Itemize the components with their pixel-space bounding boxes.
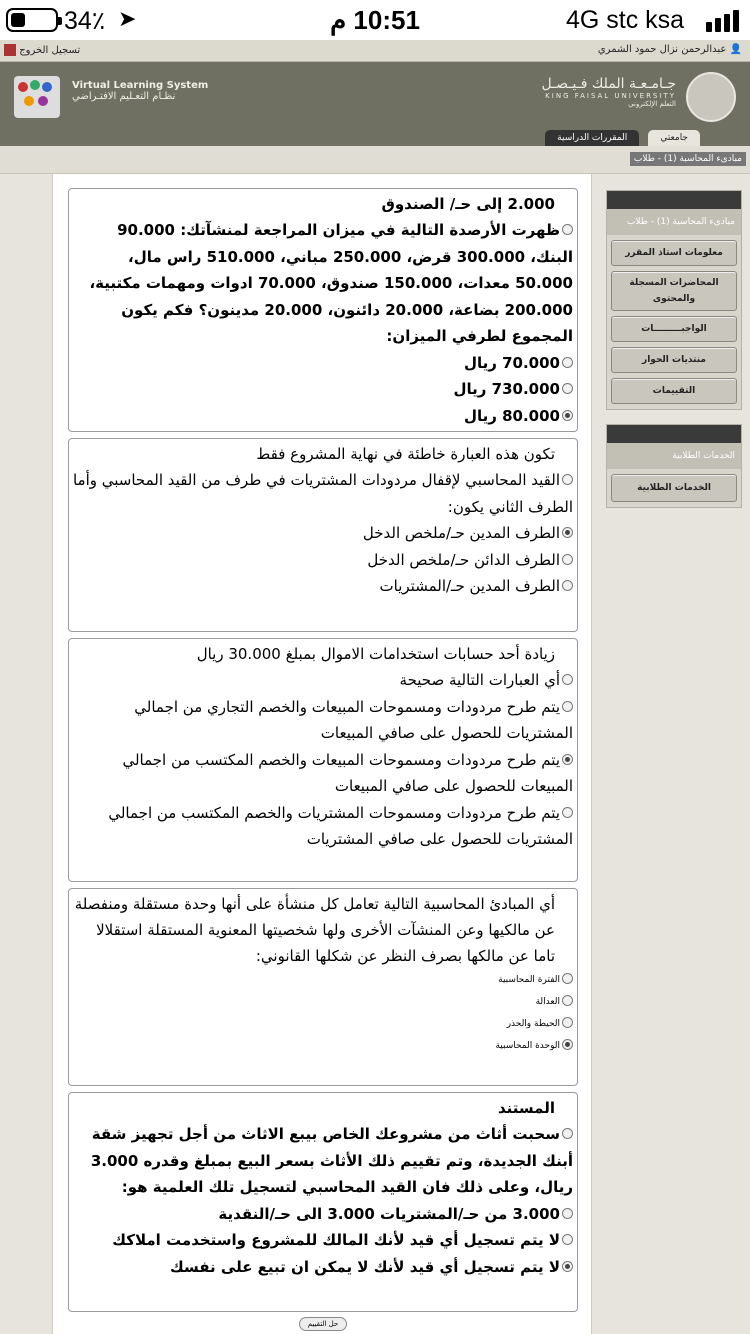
university-sub: التعلم الإلكتروني [628,100,676,108]
sidebar-item-forums[interactable]: منتديات الحوار [611,347,737,373]
user-name-text: عبدالرحمن نزال حمود الشمري [597,44,727,55]
radio-button[interactable] [562,224,573,235]
answer-option[interactable]: الفترة المحاسبية [73,969,573,991]
question-title: أي المبادئ المحاسبية التالية تعامل كل منشأة على أنها وحدة مستقلة ومنفصلة عن مالكيها وعن المنشآت الأخرى ولها شخصيتها المعنوية المستقلة استقلالا تاما عن مالكها بصرف النظر عن شكلها القانوني: [74,895,555,965]
question-stem: أي العبارات التالية صحيحة [73,667,573,694]
university-name-en: KING FAISAL UNIVERSITY [545,92,676,100]
radio-button[interactable] [562,474,573,485]
question-card [68,438,578,632]
radio-button[interactable] [562,383,573,394]
question-title: 2.000 إلى حـ/ الصندوق [381,195,555,213]
answer-option[interactable]: الطرف الدائن حـ/ملخص الدخل [73,547,573,574]
radio-button[interactable] [562,1017,573,1028]
university-name-ar: جـامـعـة الملك فـيـصـل [541,76,676,92]
radio-button[interactable] [562,554,573,565]
university-seal-icon [686,72,736,122]
submit-assessment-button[interactable]: حل التقييم [299,1317,347,1331]
radio-button-selected[interactable] [562,527,573,538]
radio-button-selected[interactable] [562,754,573,765]
site-header [0,62,750,146]
answer-option[interactable]: الطرف المدين حـ/المشتريات [73,573,573,600]
question-title: تكون هذه العبارة خاطئة في نهاية المشروع فقط [256,445,555,463]
sidebar-item-lectures[interactable]: المحاضرات المسجلة والمحتوى [611,271,737,311]
radio-button-selected[interactable] [562,410,573,421]
vls-logo-icon [14,76,60,118]
breadcrumb-bar [0,146,750,174]
radio-button[interactable] [562,973,573,984]
question-card [68,888,578,1086]
user-strip [0,40,750,62]
course-sidebar [606,190,742,522]
sidebar-item-assignments[interactable]: الواجبـــــــــات [611,316,737,342]
vls-title-en: Virtual Learning System [72,80,209,91]
logout-icon [4,44,16,56]
user-icon: 👤 [729,44,742,55]
question-title: زيادة أحد حسابات استخدامات الاموال بمبلغ 30.000 ريال [196,645,555,663]
radio-button[interactable] [562,1208,573,1219]
question-stem: سحبت أثاث من مشروعك الخاص بيبع الاثاث من أجل تجهيز شقة أبنك الجديدة، وتم تقييم ذلك الأثاث بسعر البيع بمبلغ وقدره 3.000 ريال، وعلى ذلك فان القيد المحاسبي لتسجيل تلك العلمية هو: [90,1125,573,1196]
radio-button[interactable] [562,995,573,1006]
question-card [68,188,578,432]
answer-option[interactable]: الطرف المدين حـ/ملخص الدخل [73,520,573,547]
question-card [68,1092,578,1312]
radio-button[interactable] [562,1128,573,1139]
vls-title-ar: نظـام التعـليم الافتـراضي [72,91,176,102]
breadcrumb[interactable]: مبادىء المحاسبة (1) - طلاب [630,152,746,166]
logout-label: تسجيل الخروج [19,45,81,56]
left-gutter [0,174,52,1334]
answer-option[interactable]: لا يتم تسجيل أي قيد لأنك المالك للمشروع واستخدمت املاكك [73,1227,573,1254]
carrier-label: 4G stc ksa [566,6,685,34]
answer-option[interactable]: 80.000 ريال [73,403,573,430]
course-title: مبادىء المحاسبة (1) - طلاب [607,209,741,235]
tab-my-university[interactable]: جامعتي [648,130,700,146]
answer-option[interactable]: يتم طرح مردودات ومسموحات المشتريات والخصم المكتسب من اجمالي المشتريات للحصول على صافي المشتريات [108,803,573,848]
assessment-content [52,174,592,1334]
answer-option[interactable]: 3.000 من حـ/المشتريات 3.000 الى حـ/النقدية [73,1201,573,1228]
course-menu-panel [606,190,742,410]
services-title: الخدمات الطلابية [607,443,741,469]
student-services-panel [606,424,742,508]
answer-option[interactable]: يتم طرح مردودات ومسموحات المبيعات والخصم المكتسب من اجمالي المبيعات للحصول على صافي المبيعات [122,750,573,795]
radio-button[interactable] [562,674,573,685]
answer-option[interactable]: 70.000 ريال [73,350,573,377]
question-stem: ظهرت الأرصدة التالية في ميزان المراجعة لمنشآتك: 90.000 البنك، 300.000 قرض، 250.000 مباني، 510.000 راس مال، 50.000 معدات، 150.000 صندوق، 70.000 ادوات ومهمات مكتبية، 200.000 بضاعة، 20.000 دائنون، 20.000 مدينون؟ فكم يكون المجموع لطرفي الميزان: [89,221,573,345]
radio-button[interactable] [562,357,573,368]
user-name [598,44,742,55]
battery-percent: 34٪ [64,7,106,35]
answer-option[interactable]: يتم طرح مردودات ومسموحات المبيعات والخصم التجاري من اجمالي المشتريات للحصول على صافي المبيعات [134,697,573,742]
answer-option[interactable]: الوحدة المحاسبية [73,1035,573,1057]
question-card [68,638,578,882]
radio-button[interactable] [562,580,573,591]
radio-button[interactable] [562,1234,573,1245]
status-bar [0,0,750,40]
sidebar-item-assessments[interactable]: التقييمات [611,378,737,404]
sidebar-item-student-services[interactable]: الخدمات الطلابية [611,474,737,502]
location-arrow-icon: ➤ [118,6,137,31]
radio-button[interactable] [562,807,573,818]
answer-option[interactable]: الحيطة والحذر [73,1013,573,1035]
clock: 10:51 م [330,5,420,35]
logout-link[interactable] [4,44,80,56]
header-tabs [541,125,700,146]
sidebar-item-instructor-info[interactable]: معلومات استاذ المقرر [611,240,737,266]
radio-button[interactable] [562,701,573,712]
tab-courses[interactable]: المقررات الدراسية [545,130,639,146]
answer-option[interactable]: لا يتم تسجيل أي قيد لأنك لا يمكن ان تبيع على نفسك [73,1254,573,1281]
question-title: المستند [497,1099,555,1117]
panel-header [607,191,741,209]
answer-option[interactable]: العدالة [73,991,573,1013]
radio-button-selected[interactable] [562,1039,573,1050]
question-stem: القيد المحاسبي لإقفال مردودات المشتريات في طرف من القيد المحاسبي وأما الطرف الثاني يكون: [72,471,573,516]
signal-icon [706,10,740,32]
radio-button-selected[interactable] [562,1261,573,1272]
answer-option[interactable]: 730.000 ريال [73,376,573,403]
panel-header [607,425,741,443]
